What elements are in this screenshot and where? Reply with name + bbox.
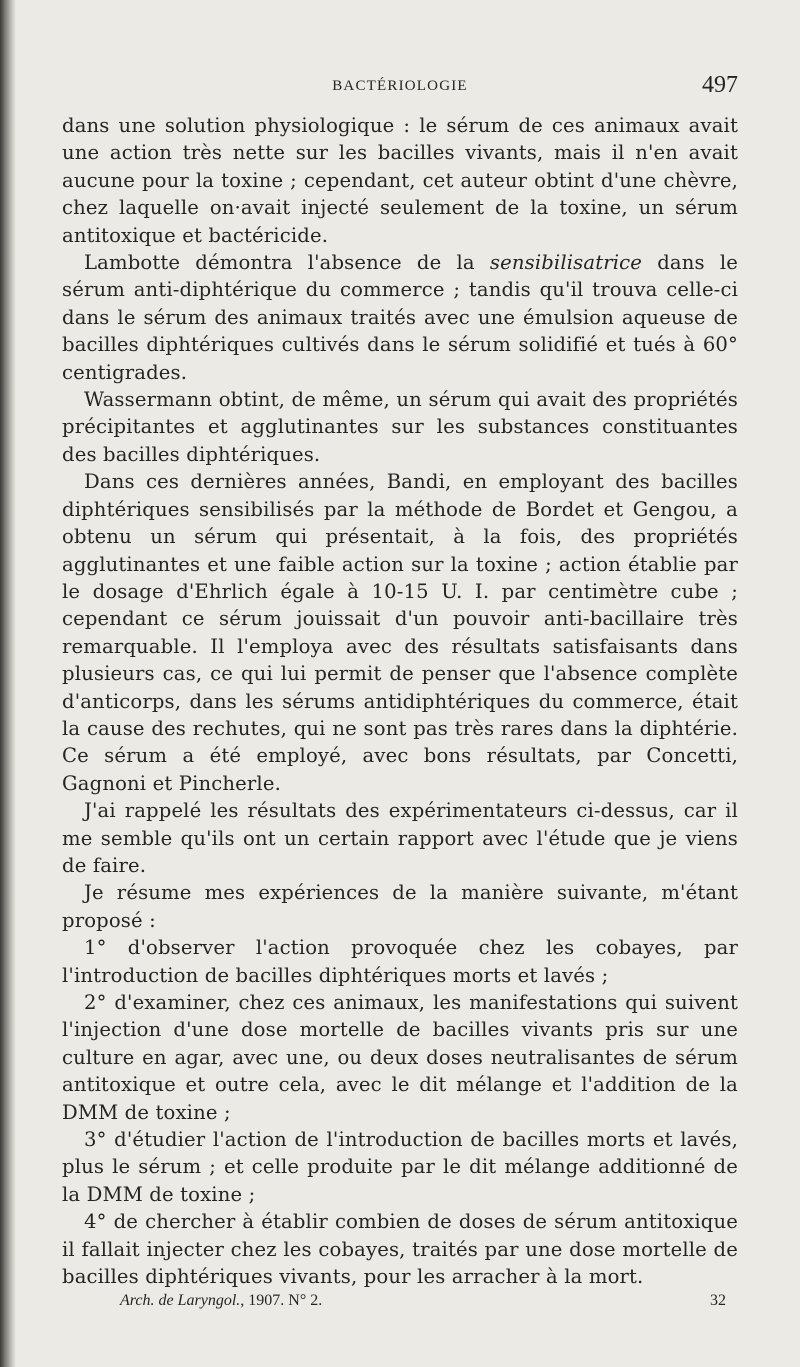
page-number: 497 — [702, 72, 738, 98]
paragraph-2-start: Lambotte démontra l'absence de la — [84, 251, 490, 275]
paragraph-2-end: dans le sérum anti-diphtérique du commerce ; tandis qu'il trouva celle-ci dans le sérum des animaux traités avec une émulsion aqueuse de bacilles diphtériques cultivés dans le sérum solidifié et tués à 60° centigrades. — [62, 251, 738, 384]
paragraph-3: Wassermann obtint, de même, un sérum qui avait des propriétés précipitantes et agglutinantes sur les substances constituantes des bacilles diphtériques. — [62, 388, 738, 466]
page-footer — [62, 1290, 738, 1316]
body-text — [62, 112, 738, 1290]
page-binding-edge — [0, 0, 16, 1367]
paragraph-4: Dans ces dernières années, Bandi, en employant des bacilles diphtériques sensibilisés par la méthode de Bordet et Gengou, a obtenu un sérum qui présentait, à la fois, des propriétés agglutinantes et une faible action sur la toxine ; action établie par le dosage d'Ehrlich égale à 10-15 U. I. par centimètre cube ; cependant ce sérum jouissait d'un pouvoir anti-bacillaire très remarquable. Il l'employa avec des résultats satisfaisants dans plusieurs cas, ce qui lui permit de penser que l'absence complète d'anticorps, dans les sérums antidiphtériques du commerce, était la cause des rechutes, qui ne sont pas très rares dans la diphtérie. Ce sérum a été employé, avec bons résultats, par Concetti, Gagnoni et Pincherle. — [62, 470, 738, 795]
list-item-2: 2° d'examiner, chez ces animaux, les manifestations qui suivent l'injection d'une dose mortelle de bacilles vivants pris sur une culture en agar, avec une, ou deux doses neutralisantes de sérum antitoxique et outre cela, avec le dit mélange et l'addition de la DMM de toxine ; — [62, 991, 738, 1124]
list-item-1: 1° d'observer l'action provoquée chez les cobayes, par l'introduction de bacilles diphtériques morts et lavés ; — [62, 936, 738, 987]
italic-term-sensibilisatrice: sensibilisatrice — [489, 251, 643, 275]
page-header — [62, 72, 738, 112]
list-item-3: 3° d'étudier l'action de l'introduction de bacilles morts et lavés, plus le sérum ; et celle produite par le dit mélange additionné de la DMM de toxine ; — [62, 1128, 738, 1206]
signature-mark: 32 — [710, 1292, 726, 1310]
journal-title: Arch. de Laryngol. — [120, 1292, 241, 1310]
paragraph-5: J'ai rappelé les résultats des expérimentateurs ci-dessus, car il me semble qu'ils ont un certain rapport avec l'étude que je viens de faire. — [62, 799, 738, 877]
paragraph-2 — [62, 249, 738, 386]
journal-reference — [120, 1292, 322, 1310]
document-page — [62, 72, 738, 1332]
paragraph-6: Je résume mes expériences de la manière suivante, m'étant proposé : — [62, 881, 738, 932]
paragraph-1: dans une solution physiologique : le sérum de ces animaux avait une action très nette sur les bacilles vivants, mais il n'en avait aucune pour la toxine ; cependant, cet auteur obtint d'une chèvre, chez laquelle on·avait injecté seulement de la toxine, un sérum antitoxique et bactéricide. — [62, 114, 738, 247]
list-item-4: 4° de chercher à établir combien de doses de sérum antitoxique il fallait injecter chez les cobayes, traités par une dose mortelle de bacilles diphtériques vivants, pour les arracher à la mort. — [62, 1210, 738, 1289]
running-head: BACTÉRIOLOGIE — [332, 78, 468, 94]
journal-issue: , 1907. N° 2. — [240, 1292, 323, 1310]
